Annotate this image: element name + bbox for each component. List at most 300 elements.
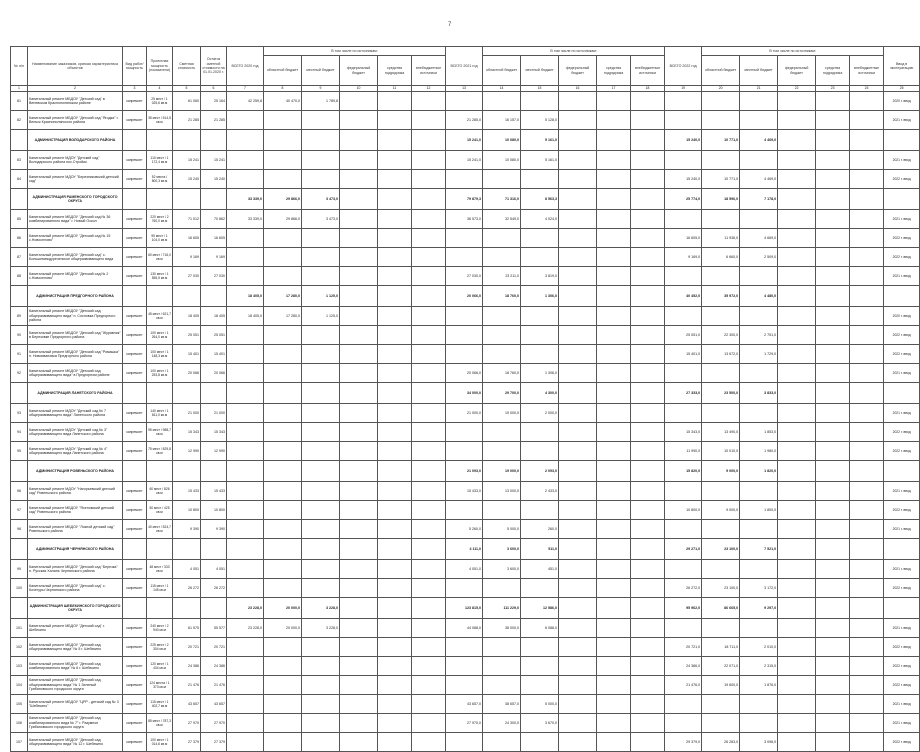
regional-budget-2022: 10 771,0 [702, 170, 740, 189]
local-budget-2020 [302, 579, 340, 598]
empty-cell [597, 345, 631, 364]
section-regional-2020: 20 000,0 [264, 598, 302, 619]
empty-cell [816, 404, 850, 423]
total-2020 [227, 326, 264, 345]
empty-cell [778, 733, 816, 752]
total-2021: 44 088,0 [446, 619, 483, 638]
local-budget-2021 [521, 501, 559, 520]
local-budget-2021: 451,0 [521, 560, 559, 579]
total-2021 [446, 248, 483, 267]
table-row [11, 210, 920, 229]
object-name: Капитальный ремонт МБДОУ "Детский сад комбинированного вида № 7" г. Разумное Грибановского городского округа [28, 714, 123, 733]
section-regional-2020: 29 866,0 [264, 189, 302, 210]
remaining-cost: 27 030 [201, 267, 227, 286]
empty-cell [378, 733, 412, 752]
commissioning-year: 2020 г. ввод [884, 92, 920, 111]
column-number: 18 [631, 86, 665, 92]
empty-cell [559, 92, 597, 111]
table-row [11, 714, 920, 733]
section-total-2020: 18 405,0 [227, 286, 264, 307]
empty-cell [850, 733, 884, 752]
estimated-cost: 71 012 [173, 210, 201, 229]
col-subheader-2021-0: областной бюджет [483, 56, 521, 86]
empty-cell [631, 229, 665, 248]
total-2021 [446, 307, 483, 326]
section-title: АДМИНИСТРАЦИЯ РОВЕНЬСКОГО РАЙОНА [28, 461, 123, 482]
section-total-2022: 40 452,0 [665, 286, 702, 307]
empty-cell [597, 676, 631, 695]
estimated-cost: 15 241 [173, 151, 201, 170]
local-budget-2020 [302, 404, 340, 423]
investment-program-table [10, 46, 920, 752]
empty-cell [340, 461, 378, 482]
section-local-2020 [302, 461, 340, 482]
total-2021: 27 970,0 [446, 714, 483, 733]
total-2020 [227, 638, 264, 657]
empty-cell [850, 539, 884, 560]
regional-budget-2020: 29 866,0 [264, 210, 302, 229]
empty-cell [559, 130, 597, 151]
commissioning-year: 2022 г. ввод [884, 733, 920, 752]
remaining-cost: 15 401 [201, 345, 227, 364]
empty-cell [631, 210, 665, 229]
row-no: 96 [11, 482, 28, 501]
regional-budget-2022 [702, 695, 740, 714]
total-2021 [446, 92, 483, 111]
empty-cell [559, 442, 597, 461]
table-row [11, 151, 920, 170]
table-row [11, 111, 920, 130]
regional-budget-2020: 17 280,0 [264, 307, 302, 326]
local-budget-2021: 5 128,0 [521, 111, 559, 130]
local-budget-2021 [521, 676, 559, 695]
regional-budget-2020 [264, 170, 302, 189]
regional-budget-2022: 6 660,0 [702, 248, 740, 267]
section-total-2020 [227, 539, 264, 560]
regional-budget-2021 [483, 92, 521, 111]
capacity: 115 мест / 1 402,7 кв.м [147, 695, 173, 714]
empty-cell [631, 676, 665, 695]
empty-cell [147, 189, 173, 210]
regional-budget-2022 [702, 364, 740, 383]
total-2022: 25 051,0 [665, 326, 702, 345]
empty-cell [559, 404, 597, 423]
regional-budget-2021 [483, 248, 521, 267]
empty-cell [816, 598, 850, 619]
remaining-cost: 26 272 [201, 579, 227, 598]
capacity: 45 мест / 621,7 кв.м [147, 307, 173, 326]
row-no: 107 [11, 733, 28, 752]
col-header-unit: Вид работ/мощность [123, 47, 147, 86]
row-no: 84 [11, 170, 28, 189]
estimated-cost: 4 051 [173, 560, 201, 579]
total-2020 [227, 520, 264, 539]
object-name: Капитальный ремонт МБДОУ "Детский сад № 2 с.Новоселово" [28, 267, 123, 286]
row-no: 95 [11, 442, 28, 461]
total-2022 [665, 520, 702, 539]
object-name: Капитальный ремонт МБДОУ "Ясеновский детский сад" Ровеньского района [28, 501, 123, 520]
total-2020 [227, 267, 264, 286]
local-budget-2021: 5 000,0 [521, 695, 559, 714]
empty-cell [412, 482, 446, 501]
total-2022 [665, 111, 702, 130]
object-name: Капитальный ремонт МБДОУ "Детский сад "Березка" п. Русская Халань Чернянского района [28, 560, 123, 579]
local-budget-2020 [302, 326, 340, 345]
row-no: 91 [11, 345, 28, 364]
total-2022: 15 401,0 [665, 345, 702, 364]
row-no [11, 461, 28, 482]
empty-cell [412, 539, 446, 560]
empty-cell [816, 151, 850, 170]
regional-budget-2020 [264, 579, 302, 598]
empty-cell [597, 111, 631, 130]
table-row [11, 248, 920, 267]
commissioning-year: 2022 г. ввод [884, 579, 920, 598]
empty-cell [412, 423, 446, 442]
object-name: Капитальный ремонт МБДОУ "Детский сад "Ягодка" г. Вельск Краснополянского района [28, 111, 123, 130]
col-header-name: Наименование заказчиков, краткая характеристика объектов [28, 47, 123, 86]
regional-budget-2020 [264, 267, 302, 286]
row-no: 88 [11, 267, 28, 286]
regional-budget-2021 [483, 579, 521, 598]
empty-cell [850, 676, 884, 695]
regional-budget-2020 [264, 423, 302, 442]
empty-cell [340, 130, 378, 151]
local-budget-2022 [740, 404, 778, 423]
regional-budget-2021 [483, 733, 521, 752]
empty-cell [340, 92, 378, 111]
empty-cell [597, 539, 631, 560]
work-type: капремонт [123, 151, 147, 170]
empty-cell [816, 501, 850, 520]
empty-cell [631, 111, 665, 130]
section-local-2022: 1 820,0 [740, 461, 778, 482]
empty-cell [884, 383, 920, 404]
empty-cell [778, 560, 816, 579]
empty-cell [778, 92, 816, 111]
column-number: 16 [559, 86, 597, 92]
regional-budget-2022 [702, 560, 740, 579]
remaining-cost: 4 051 [201, 560, 227, 579]
work-type: капремонт [123, 442, 147, 461]
empty-cell [559, 248, 597, 267]
commissioning-year: 2021 г. ввод [884, 210, 920, 229]
total-2021: 20 066,0 [446, 364, 483, 383]
row-no: 103 [11, 657, 28, 676]
regional-budget-2021: 10 080,0 [483, 151, 521, 170]
empty-cell [850, 111, 884, 130]
empty-cell [816, 461, 850, 482]
empty-cell [631, 423, 665, 442]
commissioning-year: 2022 г. ввод [884, 248, 920, 267]
empty-cell [816, 189, 850, 210]
empty-cell [631, 170, 665, 189]
table-row [11, 676, 920, 695]
remaining-cost: 15 241 [201, 151, 227, 170]
total-2020: 33 339,0 [227, 210, 264, 229]
remaining-cost: 15 240 [201, 170, 227, 189]
column-number: 5 [173, 86, 201, 92]
work-type: капремонт [123, 619, 147, 638]
empty-cell [173, 189, 201, 210]
row-no: 86 [11, 229, 28, 248]
local-budget-2022: 3 172,0 [740, 579, 778, 598]
empty-cell [778, 189, 816, 210]
empty-cell [340, 695, 378, 714]
section-regional-2022: 35 972,0 [702, 286, 740, 307]
regional-budget-2021: 13 000,0 [483, 482, 521, 501]
regional-budget-2022: 13 672,0 [702, 345, 740, 364]
empty-cell [412, 286, 446, 307]
estimated-cost: 27 970 [173, 714, 201, 733]
empty-cell [631, 267, 665, 286]
empty-cell [631, 307, 665, 326]
regional-budget-2020 [264, 111, 302, 130]
empty-cell [340, 501, 378, 520]
estimated-cost: 20 721 [173, 638, 201, 657]
empty-cell [559, 151, 597, 170]
local-budget-2022 [740, 560, 778, 579]
regional-budget-2022 [702, 92, 740, 111]
estimated-cost: 43 657 [173, 695, 201, 714]
table-row [11, 92, 920, 111]
capacity: 124 места / 1 373 кв.м [147, 676, 173, 695]
regional-budget-2020 [264, 520, 302, 539]
local-budget-2020 [302, 482, 340, 501]
column-number: 22 [778, 86, 816, 92]
regional-budget-2021: 18 760,0 [483, 364, 521, 383]
work-type: капремонт [123, 170, 147, 189]
total-2022: 29 379,0 [665, 733, 702, 752]
remaining-cost: 43 657 [201, 695, 227, 714]
local-budget-2021: 1 306,0 [521, 364, 559, 383]
object-name: Капитальный ремонт МБДОУ "ЦРР - детский сад № 3 "Шебекино" [28, 695, 123, 714]
empty-cell [340, 638, 378, 657]
commissioning-year: 2022 г. ввод [884, 170, 920, 189]
empty-cell [378, 461, 412, 482]
empty-cell [340, 423, 378, 442]
regional-budget-2021 [483, 442, 521, 461]
empty-cell [631, 638, 665, 657]
empty-cell [412, 442, 446, 461]
total-2020 [227, 560, 264, 579]
object-name: Капитальный ремонт МДОУ "Детский сад № 4" общеразвивающего вида Ланетского района [28, 442, 123, 461]
estimated-cost: 21 000 [173, 404, 201, 423]
capacity: 100 мест / 1 148,3 кв.м [147, 345, 173, 364]
regional-budget-2021: 3 600,0 [483, 560, 521, 579]
section-row [11, 130, 920, 151]
empty-cell [816, 210, 850, 229]
remaining-cost: 21 285 [201, 111, 227, 130]
empty-cell [412, 619, 446, 638]
row-no: 97 [11, 501, 28, 520]
section-total-2020: 33 339,0 [227, 189, 264, 210]
local-budget-2021: 3 670,0 [521, 714, 559, 733]
empty-cell [816, 657, 850, 676]
work-type: капремонт [123, 229, 147, 248]
section-regional-2022: 9 000,0 [702, 461, 740, 482]
section-total-2020 [227, 461, 264, 482]
total-2021: 27 030,0 [446, 267, 483, 286]
object-name: Капитальный ремонт МБДОУ "Детский сад" с. Кочегуры Чернянского района [28, 579, 123, 598]
object-name: Капитальный ремонт МБДОУ "Детский сад общеразвивающего вида" № 5 г. Шебекино [28, 638, 123, 657]
total-2021: 4 051,0 [446, 560, 483, 579]
local-budget-2020 [302, 560, 340, 579]
object-name: Капитальный ремонт МБДОУ "Детский сад общеразвивающего вида" п. Сосновка Предгорного района [28, 307, 123, 326]
empty-cell [378, 189, 412, 210]
empty-cell [597, 560, 631, 579]
empty-cell [340, 598, 378, 619]
col-group-2021: В том числе по источникам: [483, 47, 665, 56]
remaining-cost: 55 577 [201, 619, 227, 638]
estimated-cost: 15 433 [173, 482, 201, 501]
total-2021 [446, 733, 483, 752]
empty-cell [778, 676, 816, 695]
object-name: Капитальный ремонт МДОУ "Детский сад № 3" общеразвивающего вида Ланетского района [28, 423, 123, 442]
section-local-2020: 3 228,0 [302, 598, 340, 619]
empty-cell [378, 482, 412, 501]
commissioning-year: 2021 г. ввод [884, 560, 920, 579]
col-subheader-2021-2: федеральный бюджет [559, 56, 597, 86]
empty-cell [597, 229, 631, 248]
work-type: капремонт [123, 326, 147, 345]
empty-cell [850, 579, 884, 598]
capacity: 220 мест / 2 760,0 кв.м [147, 210, 173, 229]
total-2022: 15 240,0 [665, 170, 702, 189]
section-local-2021: 12 586,0 [521, 598, 559, 619]
empty-cell [340, 657, 378, 676]
section-total-2022: 29 271,0 [665, 539, 702, 560]
local-budget-2022: 2 509,0 [740, 248, 778, 267]
empty-cell [778, 539, 816, 560]
commissioning-year: 2021 г. ввод [884, 619, 920, 638]
local-budget-2021 [521, 170, 559, 189]
capacity: 225 мест / 2 304 кв.м [147, 638, 173, 657]
object-name: Капитальный ремонт МБДОУ "Детский сад" в Веневском Краснополянском районе [28, 92, 123, 111]
regional-budget-2022: 26 283,0 [702, 733, 740, 752]
regional-budget-2020 [264, 638, 302, 657]
section-regional-2022: 10 771,0 [702, 130, 740, 151]
empty-cell [597, 501, 631, 520]
capacity: 60 мест / 716,0 кв.м [147, 248, 173, 267]
empty-cell [340, 151, 378, 170]
column-number: 3 [123, 86, 147, 92]
empty-cell [340, 676, 378, 695]
empty-cell [816, 345, 850, 364]
capacity: 60 мест / 826 кв.м [147, 482, 173, 501]
local-budget-2022 [740, 267, 778, 286]
total-2022 [665, 92, 702, 111]
local-budget-2020 [302, 676, 340, 695]
empty-cell [147, 461, 173, 482]
total-2022 [665, 267, 702, 286]
commissioning-year: 2022 г. ввод [884, 345, 920, 364]
empty-cell [412, 579, 446, 598]
table-row [11, 404, 920, 423]
work-type: капремонт [123, 560, 147, 579]
regional-budget-2022: 10 010,0 [702, 442, 740, 461]
empty-cell [597, 248, 631, 267]
local-budget-2020 [302, 657, 340, 676]
capacity: 100 мест / 1 014,6 кв.м [147, 733, 173, 752]
table-row [11, 482, 920, 501]
local-budget-2020 [302, 501, 340, 520]
section-row [11, 539, 920, 560]
local-budget-2020 [302, 248, 340, 267]
commissioning-year: 2022 г. ввод [884, 442, 920, 461]
empty-cell [559, 345, 597, 364]
capacity: 120 мест / 1 434 кв.м [147, 657, 173, 676]
capacity: 85 мест / 787,3 кв.м [147, 714, 173, 733]
section-total-2021: 123 815,0 [446, 598, 483, 619]
regional-budget-2021 [483, 423, 521, 442]
table-row [11, 695, 920, 714]
empty-cell [631, 442, 665, 461]
total-2020 [227, 733, 264, 752]
commissioning-year: 2021 г. ввод [884, 267, 920, 286]
empty-cell [816, 111, 850, 130]
local-budget-2022: 2 010,0 [740, 638, 778, 657]
regional-budget-2022: 18 711,0 [702, 638, 740, 657]
empty-cell [378, 92, 412, 111]
empty-cell [559, 286, 597, 307]
empty-cell [412, 92, 446, 111]
empty-cell [778, 442, 816, 461]
empty-cell [850, 189, 884, 210]
local-budget-2020 [302, 345, 340, 364]
empty-cell [597, 151, 631, 170]
work-type: капремонт [123, 248, 147, 267]
empty-cell [597, 520, 631, 539]
column-number: 6 [201, 86, 227, 92]
remaining-cost: 12 990 [201, 442, 227, 461]
work-type: капремонт [123, 520, 147, 539]
capacity: 50 мест / 425 кв.м [147, 501, 173, 520]
capacity: 115 мест / 1 145 кв.м [147, 579, 173, 598]
object-name: Капитальный ремонт МДОУ "Детский сад № 7 общеразвивающего вида" Ланетского района [28, 404, 123, 423]
empty-cell [850, 638, 884, 657]
total-2022: 11 990,0 [665, 442, 702, 461]
total-2020 [227, 170, 264, 189]
empty-cell [850, 461, 884, 482]
commissioning-year: 2021 г. ввод [884, 364, 920, 383]
table-row [11, 657, 920, 676]
local-budget-2022: 1 800,0 [740, 501, 778, 520]
empty-cell [778, 461, 816, 482]
column-number: 7 [227, 86, 264, 92]
object-name: Капитальный ремонт МБДОУ "Детский сад "Журавлик" в Березовке Предгорного района [28, 326, 123, 345]
local-budget-2022: 1 980,0 [740, 442, 778, 461]
empty-cell [378, 539, 412, 560]
empty-cell [378, 598, 412, 619]
row-no [11, 598, 28, 619]
local-budget-2021 [521, 326, 559, 345]
empty-cell [123, 461, 147, 482]
total-2020 [227, 442, 264, 461]
empty-cell [340, 210, 378, 229]
column-number: 24 [850, 86, 884, 92]
row-no: 98 [11, 520, 28, 539]
empty-cell [412, 714, 446, 733]
work-type: капремонт [123, 267, 147, 286]
object-name: Капитальный ремонт МБДОУ "Детский сад "Ромашка" п. Новоивановка Предгорного района [28, 345, 123, 364]
object-name: Капитальный ремонт МБДОУ "Детский сад общеразвивающего вида" в Предгорном районе [28, 364, 123, 383]
empty-cell [631, 619, 665, 638]
work-type: капремонт [123, 111, 147, 130]
total-2020 [227, 501, 264, 520]
empty-cell [850, 92, 884, 111]
remaining-cost: 16 605 [201, 229, 227, 248]
